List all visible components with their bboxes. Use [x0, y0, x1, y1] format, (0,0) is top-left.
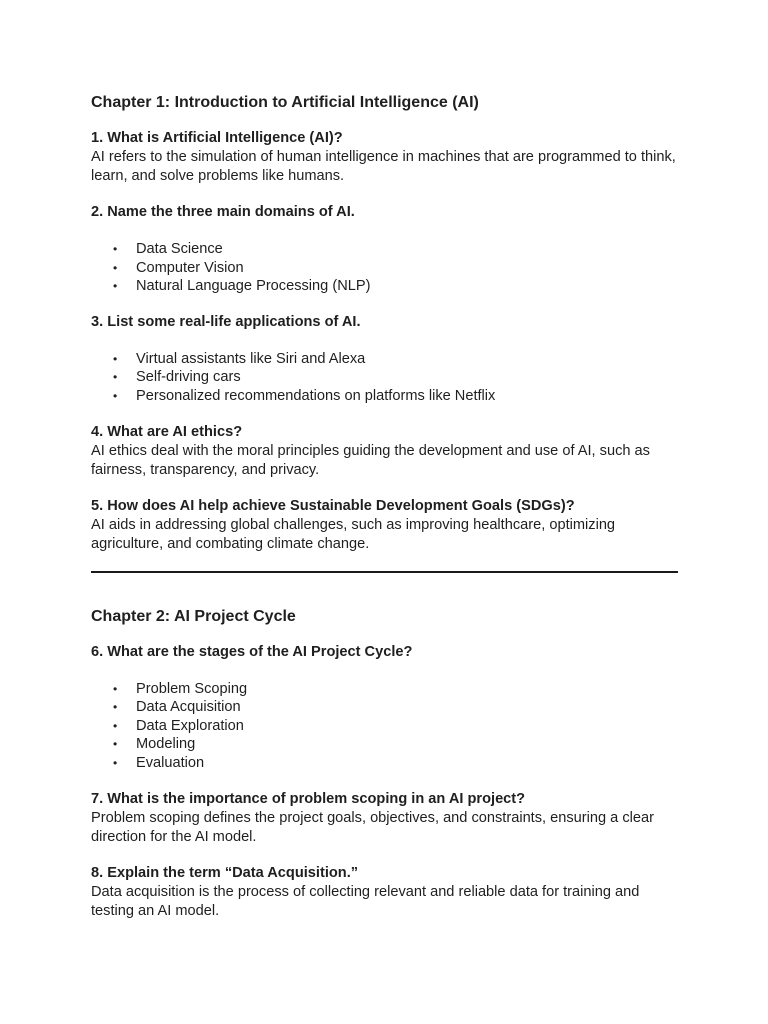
- list-item: • Data Science: [91, 240, 681, 259]
- answer-7: Problem scoping defines the project goals, objectives, and constraints, ensuring a clear direction for the AI model.: [91, 809, 654, 845]
- list-item: • Natural Language Processing (NLP): [91, 277, 681, 296]
- list-item: • Evaluation: [91, 754, 681, 773]
- list-item: • Data Acquisition: [91, 698, 681, 717]
- question-6: 6. What are the stages of the AI Project Cycle?: [91, 643, 413, 660]
- question-8: 8. Explain the term “Data Acquisition.”: [91, 864, 359, 881]
- answer-1: AI refers to the simulation of human intelligence in machines that are programmed to think, learn, and solve problems like humans.: [91, 149, 676, 184]
- question-1: 1. What is Artificial Intelligence (AI)?: [91, 130, 343, 146]
- domains-list: [91, 240, 681, 296]
- answer-4: AI ethics deal with the moral principles guiding the development and use of AI, such as fairness, transparency, and privacy.: [91, 442, 650, 478]
- question-4: 4. What are AI ethics?: [91, 423, 243, 440]
- answer-5: AI aids in addressing global challenges, such as improving healthcare, optimizing agriculture, and combating climate change.: [91, 516, 616, 552]
- question-8-block: [91, 864, 681, 921]
- question-2: 2. Name the three main domains of AI.: [91, 204, 355, 220]
- question-1-block: [91, 129, 681, 186]
- question-7-block: [91, 790, 681, 847]
- question-5-block: [91, 497, 681, 554]
- question-6-block: [91, 643, 681, 773]
- question-7: 7. What is the importance of problem scoping in an AI project?: [91, 790, 526, 807]
- question-2-block: [91, 203, 681, 296]
- question-5: 5. How does AI help achieve Sustainable Development Goals (SDGs)?: [91, 497, 575, 514]
- list-item: • Virtual assistants like Siri and Alexa: [91, 350, 681, 369]
- question-3: 3. List some real-life applications of AI.: [91, 313, 361, 330]
- answer-8: Data acquisition is the process of collecting relevant and reliable data for training and testing an AI model.: [91, 883, 640, 919]
- applications-list: [91, 350, 681, 406]
- chapter-2-title: Chapter 2: AI Project Cycle: [91, 607, 296, 625]
- stages-list: [91, 680, 681, 773]
- document-page: [91, 93, 681, 921]
- list-item: • Modeling: [91, 735, 681, 754]
- list-item: • Problem Scoping: [91, 680, 681, 699]
- list-item: • Data Exploration: [91, 717, 681, 736]
- list-item: • Personalized recommendations on platforms like Netflix: [91, 387, 681, 406]
- list-item: • Computer Vision: [91, 259, 681, 278]
- question-3-block: [91, 313, 681, 406]
- list-item: • Self-driving cars: [91, 368, 681, 387]
- question-4-block: [91, 423, 681, 480]
- chapter-1-title: Chapter 1: Introduction to Artificial Intelligence (AI): [91, 94, 479, 111]
